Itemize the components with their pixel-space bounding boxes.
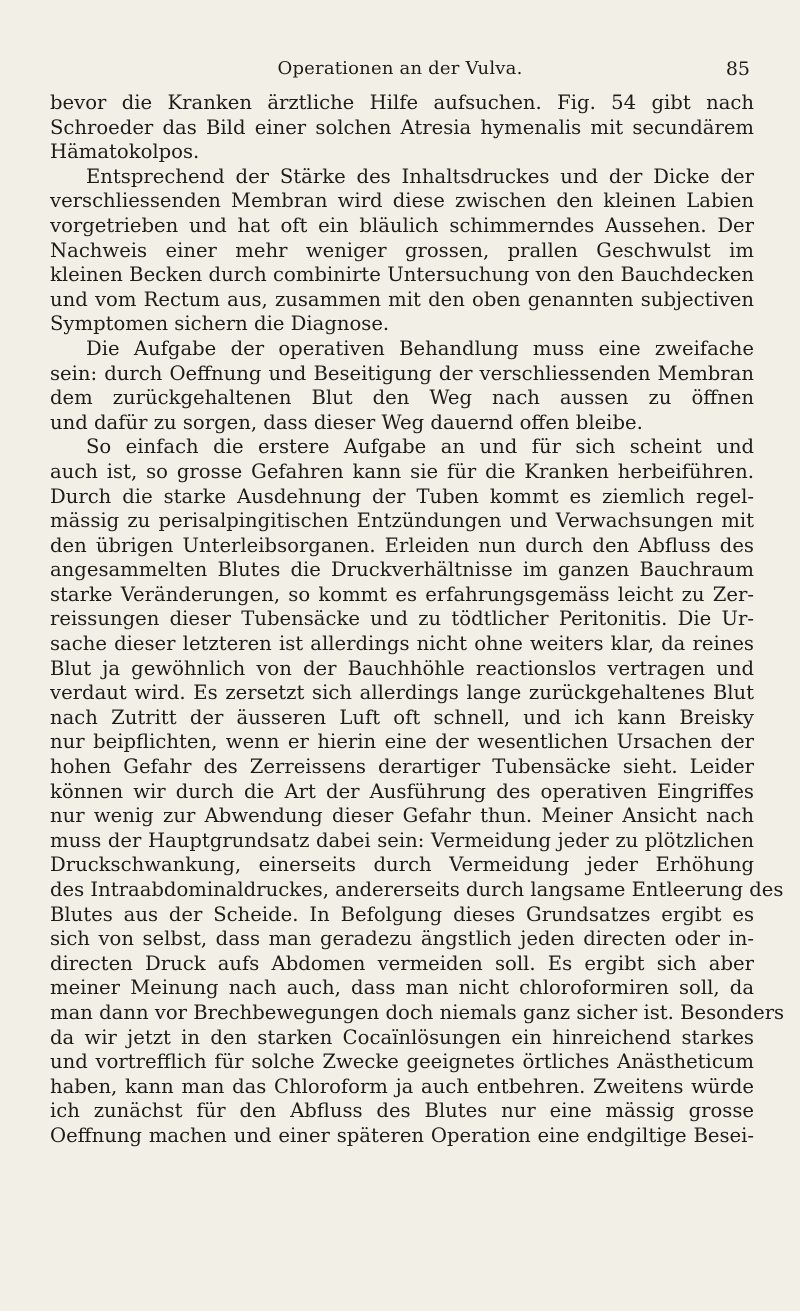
text-line: bevor die Kranken ärztliche Hilfe aufsuchen. Fig. 54 gibt nach bbox=[50, 91, 754, 114]
text-line: sein: durch Oeffnung und Beseitigung der verschliessenden Membran bbox=[50, 361, 754, 385]
text-line: nur beipflichten, wenn er hierin eine der wesentlichen Ursachen der bbox=[50, 730, 754, 754]
text-line: Hämatokolpos. bbox=[50, 140, 200, 164]
text-line: directen Druck aufs Abdomen vermeiden soll. Es ergibt sich aber bbox=[50, 951, 754, 975]
text-line: den übrigen Unterleibsorganen. Erleiden nun durch den Abfluss des bbox=[50, 533, 754, 557]
text-line: sich von selbst, dass man geradezu ängstlich jeden directen oder in- bbox=[50, 927, 754, 951]
text-line: Blut ja gewöhnlich von der Bauchhöhle reactionslos vertragen und bbox=[50, 656, 754, 680]
text-line: mässig zu perisalpingitischen Entzündungen und Verwachsungen mit bbox=[50, 509, 754, 533]
text-line: angesammelten Blutes die Druckverhältnisse im ganzen Bauchraum bbox=[50, 558, 754, 582]
text-line: Oeffnung machen und einer späteren Operation eine endgiltige Besei- bbox=[50, 1123, 754, 1147]
text-line: ich zunächst für den Abfluss des Blutes nur eine mässig grosse bbox=[50, 1099, 754, 1123]
text-line: nur wenig zur Abwendung dieser Gefahr thun. Meiner Ansicht nach bbox=[50, 804, 754, 828]
text-line: verdaut wird. Es zersetzt sich allerdings lange zurückgehaltenes Blut bbox=[50, 681, 754, 705]
text-line: auch ist, so grosse Gefahren kann sie für die Kranken herbeiführen. bbox=[50, 459, 754, 483]
text-line: können wir durch die Art der Ausführung des operativen Eingriffes bbox=[50, 779, 754, 803]
text-line: dem zurückgehaltenen Blut den Weg nach aussen zu öffnen bbox=[50, 386, 754, 410]
text-line: man dann vor Brechbewegungen doch niemals ganz sicher ist. Besonders bbox=[50, 1000, 785, 1024]
text-line: haben, kann man das Chloroform ja auch entbehren. Zweitens würde bbox=[50, 1074, 754, 1098]
text-line: da wir jetzt in den starken Cocaïnlösungen ein hinreichend starkes bbox=[50, 1025, 754, 1049]
text-line: Schroeder das Bild einer solchen Atresia hymenalis mit secundärem bbox=[50, 115, 754, 139]
text-line: reissungen dieser Tubensäcke und zu tödtlicher Peritonitis. Die Ur- bbox=[50, 607, 754, 631]
text-line: verschliessenden Membran wird diese zwischen den kleinen Labien bbox=[50, 189, 754, 213]
text-line: vorgetrieben und hat oft ein bläulich schimmerndes Aussehen. Der bbox=[50, 213, 754, 237]
text-line: starke Veränderungen, so kommt es erfahrungsgemäss leicht zu Zer- bbox=[50, 582, 754, 606]
text-line: Die Aufgabe der operativen Behandlung muss eine zweifache bbox=[86, 336, 754, 360]
text-line: und dafür zu sorgen, dass dieser Weg dauernd offen bleibe. bbox=[50, 410, 643, 434]
text-line: So einfach die erstere Aufgabe an und für sich scheint und bbox=[86, 435, 754, 459]
text-line: nach Zutritt der äusseren Luft oft schnell, und ich kann Breisky bbox=[50, 705, 754, 729]
text-line: hohen Gefahr des Zerreissens derartiger Tubensäcke sieht. Leider bbox=[50, 755, 754, 779]
text-line: Durch die starke Ausdehnung der Tuben kommt es ziemlich regel- bbox=[50, 484, 754, 508]
running-head bbox=[0, 58, 800, 88]
text-line: Blutes aus der Scheide. In Befolgung dieses Grundsatzes ergibt es bbox=[50, 902, 754, 926]
text-line: kleinen Becken durch combinirte Untersuchung von den Bauchdecken bbox=[50, 263, 754, 287]
text-line: Druckschwankung, einerseits durch Vermeidung jeder Erhöhung bbox=[50, 853, 754, 877]
text-line: Nachweis einer mehr weniger grossen, prallen Geschwulst im bbox=[50, 238, 754, 262]
body-text bbox=[50, 91, 785, 1149]
text-line: und vortrefflich für solche Zwecke geeignetes örtliches Anästheticum bbox=[50, 1050, 754, 1074]
running-title: Operationen an der Vulva. bbox=[277, 58, 523, 79]
text-line: Entsprechend der Stärke des Inhaltsdruckes und der Dicke der bbox=[86, 164, 754, 188]
text-line: sache dieser letzteren ist allerdings nicht ohne weiters klar, da reines bbox=[50, 632, 754, 656]
text-line: muss der Hauptgrundsatz dabei sein: Vermeidung jeder zu plötzlichen bbox=[50, 828, 754, 852]
text-line: und vom Rectum aus, zusammen mit den oben genannten subjectiven bbox=[50, 287, 754, 311]
text-line: des Intraabdominaldruckes, andererseits durch langsame Entleerung des bbox=[50, 878, 784, 901]
text-line: Symptomen sichern die Diagnose. bbox=[50, 312, 390, 336]
text-line: meiner Meinung nach auch, dass man nicht chloroformiren soll, da bbox=[50, 976, 754, 1000]
page-number: 85 bbox=[725, 58, 750, 80]
